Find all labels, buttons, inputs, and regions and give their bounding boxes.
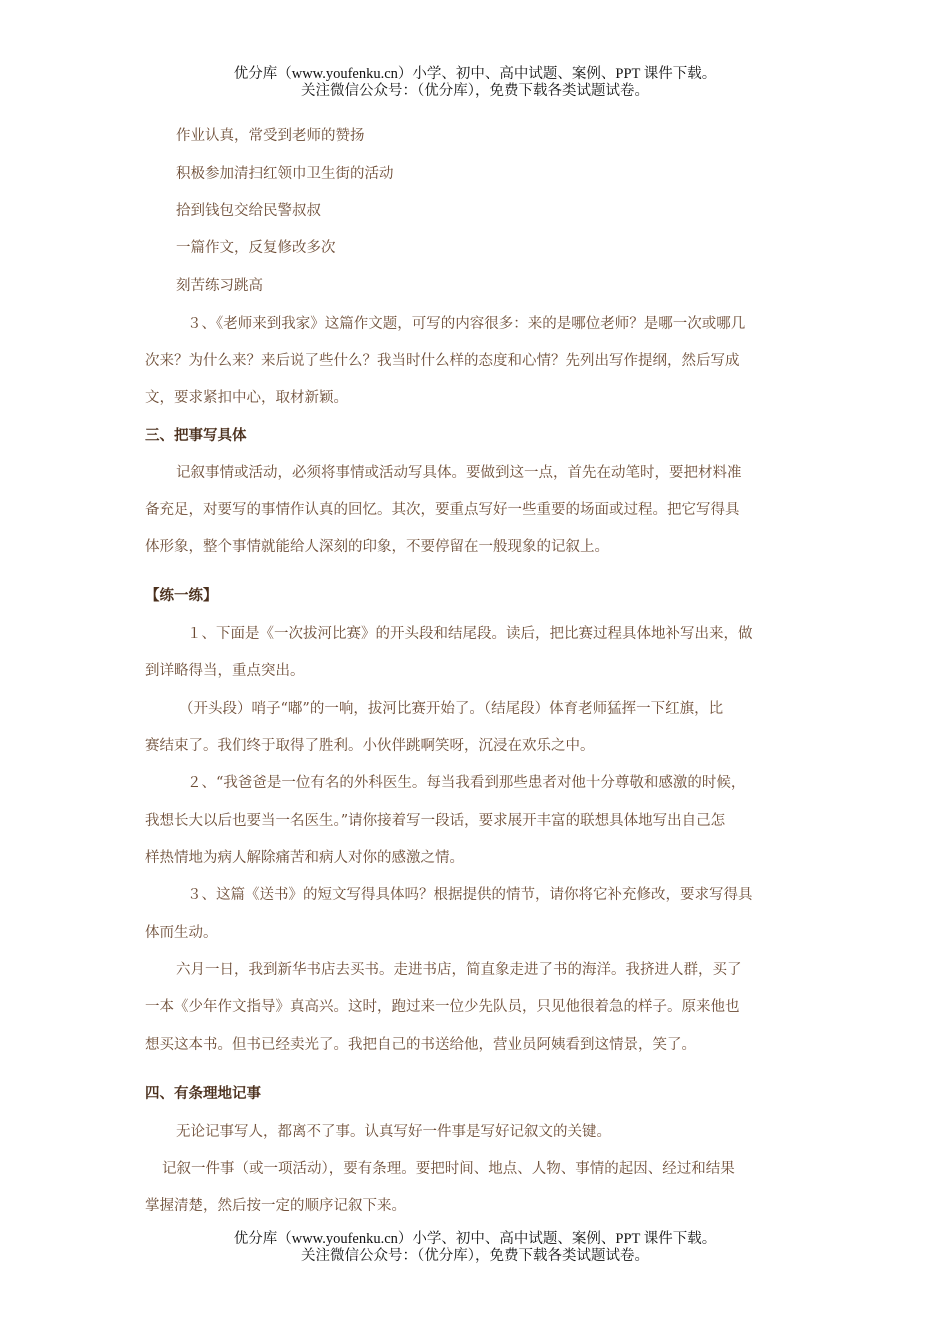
list-item: 作业认真，常受到老师的赞扬 (176, 128, 365, 144)
footer-line-1: 优分库（www.youfenku.cn）小学、初中、高中试题、案例、PPT 课件下载。 (233, 1231, 717, 1247)
page-header (0, 66, 950, 100)
question-3-line: 次来？为什么来？来后说了些什么？我当时什么样的态度和心情？先列出写作提纲，然后写成 (145, 353, 740, 369)
practice-1-line: １、下面是《一次拔河比赛》的开头段和结尾段。读后，把比赛过程具体地补写出来，做 (187, 626, 753, 642)
practice-3-line: 体而生动。 (145, 925, 218, 941)
section-3-paragraph-line: 记叙事情或活动，必须将事情或活动写具体。要做到这一点，首先在动笔时，要把材料准 (176, 465, 742, 481)
practice-3-line: ３、这篇《送书》的短文写得具体吗？根据提供的情节，请你将它补充修改，要求写得具 (187, 887, 753, 903)
list-item: 刻苦练习跳高 (176, 278, 263, 294)
footer-line-2: 关注微信公众号：（优分库），免费下载各类试题试卷。 (301, 1248, 649, 1264)
practice-heading: 【练一练】 (145, 587, 218, 604)
practice-2-line: 我想长大以后也要当一名医生。”请你接着写一段话，要求展开丰富的联想具体地写出自己怎 (145, 813, 726, 829)
section-3-paragraph-line: 备充足，对要写的事情作认真的回忆。其次，要重点写好一些重要的场面或过程。把它写得具 (145, 502, 740, 518)
practice-2-line: ２、“我爸爸是一位有名的外科医生。每当我看到那些患者对他十分尊敬和感激的时候， (187, 775, 746, 791)
list-item: 积极参加清扫红领巾卫生街的活动 (176, 166, 394, 182)
section-3-heading: 三、把事写具体 (145, 427, 247, 444)
practice-1-line: 到详略得当，重点突出。 (145, 663, 305, 679)
page-footer (0, 1231, 950, 1265)
section-4-paragraph-line: 无论记事写人，都离不了事。认真写好一件事是写好记叙文的关键。 (176, 1124, 611, 1140)
list-item: 一篇作文，反复修改多次 (176, 240, 336, 256)
question-3-line: ３、《老师来到我家》这篇作文题，可写的内容很多：来的是哪位老师？是哪一次或哪几 (187, 316, 746, 332)
practice-2-line: 样热情地为病人解除痛苦和病人对你的感激之情。 (145, 850, 464, 866)
section-4-paragraph-line: 掌握清楚，然后按一定的顺序记叙下来。 (145, 1198, 406, 1214)
list-item: 拾到钱包交给民警叔叔 (176, 203, 321, 219)
section-3-paragraph-line: 体形象，整个事情就能给人深刻的印象，不要停留在一般现象的记叙上。 (145, 539, 609, 555)
header-line-2: 关注微信公众号：（优分库），免费下载各类试题试卷。 (301, 83, 649, 99)
practice-3-text-line: 六月一日，我到新华书店去买书。走进书店，简直象走进了书的海洋。我挤进人群，买了 (176, 962, 742, 978)
section-4-paragraph-line: 记叙一件事（或一项活动），要有条理。要把时间、地点、人物、事情的起因、经过和结果 (162, 1161, 735, 1177)
question-3-line: 文，要求紧扣中心，取材新颖。 (145, 390, 348, 406)
practice-1-text-line: 赛结束了。我们终于取得了胜利。小伙伴跳啊笑呀，沉浸在欢乐之中。 (145, 738, 595, 754)
section-4-heading: 四、有条理地记事 (145, 1085, 261, 1102)
practice-3-text-line: 想买这本书。但书已经卖光了。我把自己的书送给他，营业员阿姨看到这情景，笑了。 (145, 1037, 696, 1053)
practice-3-text-line: 一本《少年作文指导》真高兴。这时，跑过来一位少先队员，只见他很着急的样子。原来他也 (145, 999, 740, 1015)
header-line-1: 优分库（www.youfenku.cn）小学、初中、高中试题、案例、PPT 课件下载。 (233, 66, 717, 82)
practice-1-text-line: （开头段）哨子“嘟”的一响，拔河比赛开始了。（结尾段）体育老师猛挥一下红旗，比 (179, 701, 724, 717)
